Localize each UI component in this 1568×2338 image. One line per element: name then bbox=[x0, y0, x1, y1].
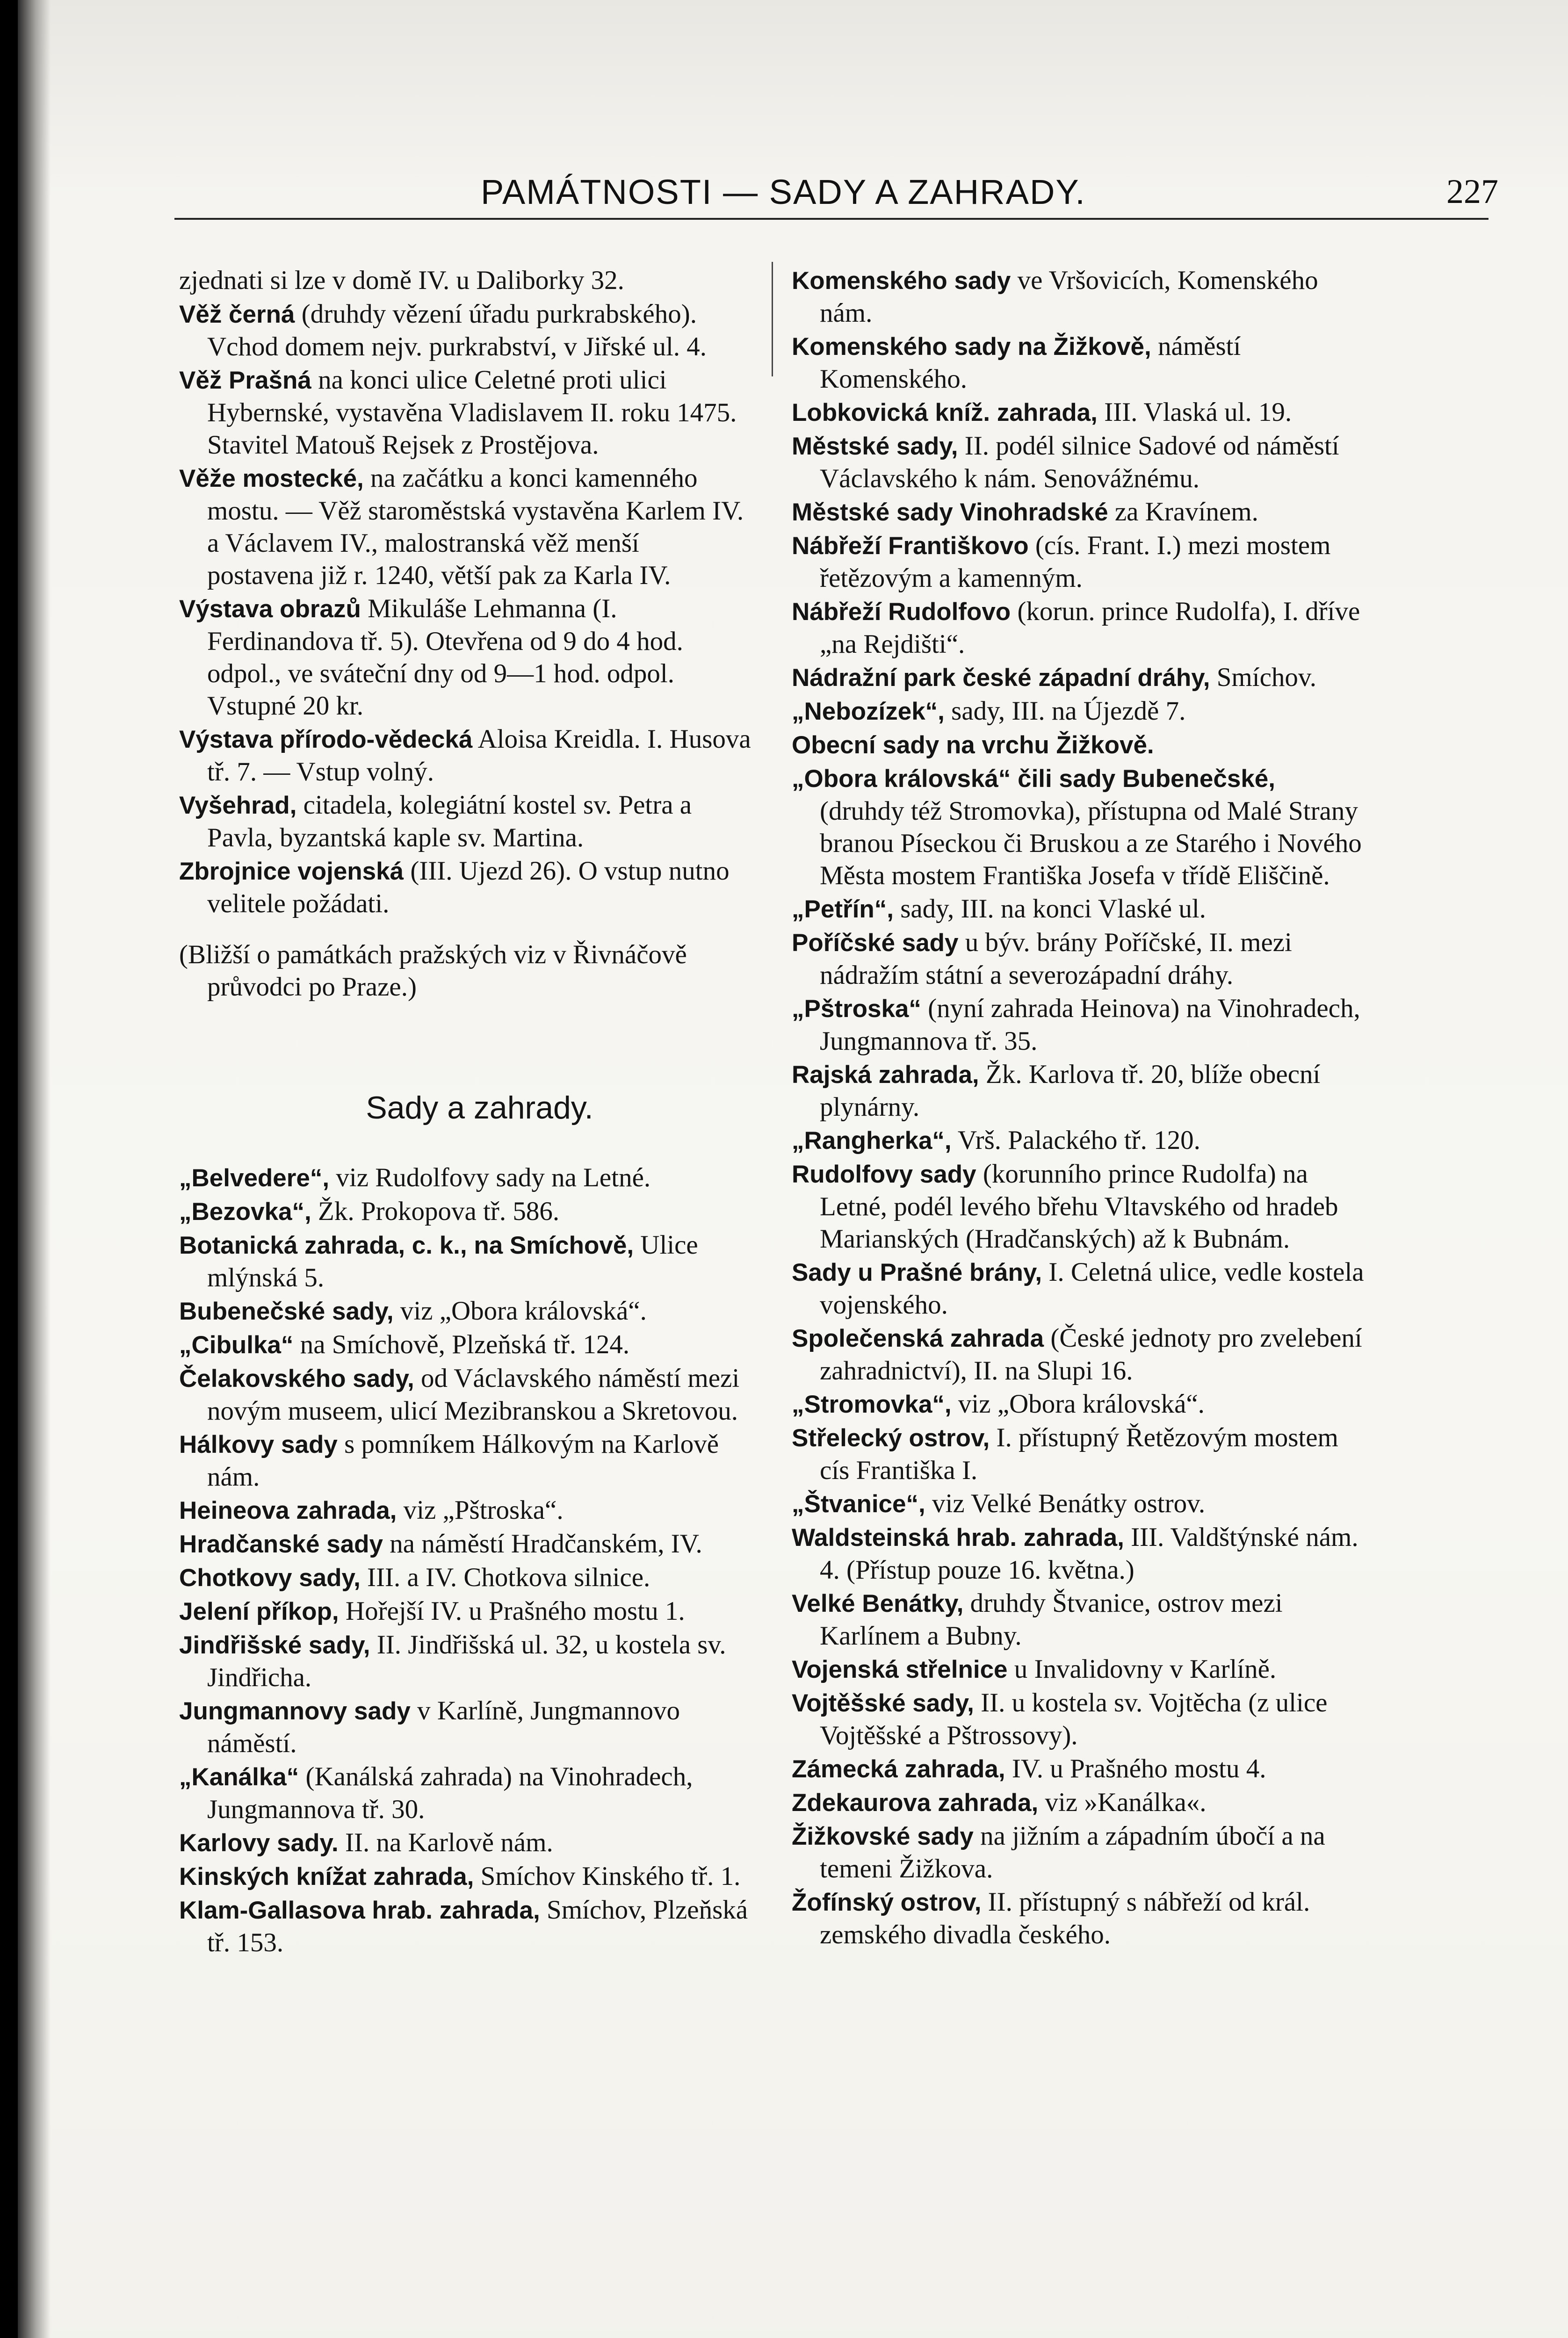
entry-title: Výstava přírodo-vědecká bbox=[179, 726, 473, 753]
index-entry bbox=[792, 661, 1365, 694]
entry-title: Velké Benátky, bbox=[792, 1590, 964, 1617]
entry-text: III. Vlaská ul. 19. bbox=[1097, 397, 1292, 427]
entry-text: u Invalidovny v Karlíně. bbox=[1007, 1654, 1277, 1684]
index-entry bbox=[792, 1158, 1365, 1255]
entry-title: Žofínský ostrov, bbox=[792, 1889, 982, 1916]
entry-text: IV. u Prašného mostu 4. bbox=[1005, 1754, 1266, 1783]
entry-title: Věž Prašná bbox=[179, 367, 311, 394]
index-entry bbox=[792, 1820, 1365, 1885]
index-entry bbox=[792, 1422, 1365, 1487]
entry-title: Lobkovická kníž. zahrada, bbox=[792, 399, 1098, 426]
page-edge-shadow bbox=[18, 0, 51, 2338]
entry-title: Bubenečské sady, bbox=[179, 1298, 394, 1325]
index-entry bbox=[792, 595, 1365, 660]
entry-text: viz „Obora královská“. bbox=[951, 1389, 1205, 1419]
index-entry bbox=[792, 1388, 1365, 1421]
entry-title: „Kanálka“ bbox=[179, 1763, 299, 1791]
entry-text: viz „Obora královská“. bbox=[393, 1296, 647, 1326]
index-entry bbox=[179, 855, 752, 920]
index-entry bbox=[792, 1786, 1365, 1819]
entry-text: (Kanálská zahrada) na Vinohradech, Jungmannova tř. 30. bbox=[207, 1762, 693, 1824]
index-entry bbox=[792, 1322, 1365, 1387]
index-entry bbox=[792, 1886, 1365, 1951]
index-entry bbox=[179, 1328, 752, 1361]
entry-title: Chotkovy sady, bbox=[179, 1564, 361, 1592]
entry-text: na jižním a západním úbočí a na temeni Žižkova. bbox=[820, 1821, 1325, 1883]
entry-text: Vrš. Palackého tř. 120. bbox=[951, 1126, 1200, 1155]
index-entry bbox=[179, 1629, 752, 1694]
entry-text: sady, III. na konci Vlaské ul. bbox=[893, 894, 1206, 924]
entry-title: „Belvedere“, bbox=[179, 1164, 330, 1192]
entry-title: Jelení příkop, bbox=[179, 1598, 339, 1625]
left-column bbox=[179, 264, 752, 1960]
index-entry bbox=[179, 789, 752, 854]
entry-title: Čelakovského sady, bbox=[179, 1365, 414, 1393]
entry-text: Žk. Prokopova tř. 586. bbox=[311, 1197, 560, 1226]
entry-title: „Stromovka“, bbox=[792, 1391, 952, 1418]
entry-text: ve Vršovicích, Komenského nám. bbox=[820, 266, 1318, 328]
index-entry bbox=[792, 1487, 1365, 1520]
entry-title: Komenského sady bbox=[792, 267, 1011, 295]
entry-text: viz Velké Benátky ostrov. bbox=[925, 1489, 1206, 1518]
index-entry bbox=[792, 926, 1365, 991]
entry-title: „Bezovka“, bbox=[179, 1198, 311, 1226]
gardens-entry-list bbox=[179, 1162, 752, 1959]
index-entry bbox=[792, 430, 1365, 495]
index-entry bbox=[179, 1761, 752, 1826]
entry-text: (korun. prince Rudolfa), I. dříve „na Rejdišti“. bbox=[820, 597, 1360, 659]
right-column bbox=[792, 264, 1365, 1952]
entry-text: od Václavského náměstí mezi novým museem, ulicí Mezibranskou a Skretovou. bbox=[207, 1364, 740, 1426]
entry-title: Komenského sady na Žižkově, bbox=[792, 333, 1151, 361]
entry-text: citadela, kolegiátní kostel sv. Petra a Pavla, byzantská kaple sv. Martina. bbox=[207, 790, 692, 852]
index-entry bbox=[179, 264, 752, 297]
entry-title: Zdekaurova zahrada, bbox=[792, 1789, 1039, 1817]
entry-title: Věž černá bbox=[179, 301, 295, 328]
index-entry bbox=[792, 762, 1365, 892]
entry-title: Zbrojnice vojenská bbox=[179, 858, 404, 885]
index-entry bbox=[179, 1860, 752, 1893]
index-entry bbox=[179, 1595, 752, 1628]
entry-title: „Petřín“, bbox=[792, 895, 894, 923]
index-entry bbox=[179, 1362, 752, 1427]
entry-text: na náměstí Hradčanském, IV. bbox=[383, 1529, 702, 1559]
entry-title: Jindřišské sady, bbox=[179, 1631, 370, 1659]
index-entry bbox=[792, 496, 1365, 528]
entry-text: (druhdy vězení úřadu purkrabského). Vchod domem nejv. purkrabství, v Jiřské ul. 4. bbox=[207, 299, 707, 361]
entry-text: I. Celetná ulice, vedle kostela vojenského. bbox=[820, 1257, 1364, 1320]
section-heading: Sady a zahrady. bbox=[366, 1090, 593, 1126]
entry-text: na Smíchově, Plzeňská tř. 124. bbox=[293, 1330, 630, 1359]
index-entry bbox=[179, 1295, 752, 1328]
index-entry bbox=[179, 1494, 752, 1527]
index-entry bbox=[179, 592, 752, 722]
entry-title: Vojenská střelnice bbox=[792, 1656, 1008, 1683]
page bbox=[18, 0, 1568, 2338]
index-entry bbox=[792, 1687, 1365, 1752]
index-entry bbox=[179, 1162, 752, 1194]
entry-title: „Pštroska“ bbox=[792, 995, 921, 1023]
entry-text: (nyní zahrada Heinova) na Vinohradech, Jungmannova tř. 35. bbox=[820, 994, 1360, 1056]
entry-title: Vyšehrad, bbox=[179, 792, 297, 819]
entry-text: u býv. brány Poříčské, II. mezi nádražím státní a severozápadní dráhy. bbox=[820, 928, 1292, 990]
entry-text: náměstí Komenského. bbox=[820, 332, 1241, 394]
entry-title: Jungmannovy sady bbox=[179, 1697, 411, 1725]
entry-title: Střelecký ostrov, bbox=[792, 1424, 990, 1452]
page-number: 227 bbox=[1446, 173, 1498, 211]
entry-text: sady, III. na Újezdě 7. bbox=[944, 696, 1186, 726]
entry-text: III. Valdštýnské nám. 4. (Přístup pouze 16. května.) bbox=[820, 1523, 1358, 1585]
index-entry bbox=[792, 1058, 1365, 1123]
entry-title: Heineova zahrada, bbox=[179, 1497, 397, 1524]
right-entry-list bbox=[792, 264, 1365, 1951]
header-rule bbox=[174, 218, 1489, 220]
index-entry bbox=[179, 1195, 752, 1228]
entry-text: na konci ulice Celetné proti ulici Hybernské, vystavěna Vladislavem II. roku 1475. Stavitel Matouš Rejsek z Prostějova. bbox=[207, 365, 737, 460]
entry-text: Smíchov, Plzeňská tř. 153. bbox=[207, 1895, 748, 1957]
index-entry bbox=[179, 1229, 752, 1294]
entry-text: II. Jindřišská ul. 32, u kostela sv. Jindřicha. bbox=[207, 1630, 726, 1692]
index-entry bbox=[792, 893, 1365, 925]
index-entry bbox=[792, 529, 1365, 594]
index-entry bbox=[179, 364, 752, 461]
entry-title: Společenská zahrada bbox=[792, 1325, 1044, 1352]
entry-title: Věže mostecké, bbox=[179, 465, 364, 492]
entry-title: Obecní sady na vrchu Žižkově. bbox=[792, 731, 1154, 759]
entry-title: „Rangherka“, bbox=[792, 1127, 952, 1155]
column-divider bbox=[772, 262, 773, 376]
entry-text: viz „Pštroska“. bbox=[397, 1495, 564, 1525]
entry-title: Waldsteinská hrab. zahrada, bbox=[792, 1524, 1124, 1551]
entry-text: (České jednoty pro zvelebení zahradnictví), II. na Slupi 16. bbox=[820, 1323, 1362, 1385]
entry-title: „Nebozízek“, bbox=[792, 698, 945, 725]
entry-title: Klam-Gallasova hrab. zahrada, bbox=[179, 1897, 540, 1924]
index-entry bbox=[792, 1753, 1365, 1785]
entry-title: Sady u Prašné brány, bbox=[792, 1259, 1042, 1286]
entry-text: (korunního prince Rudolfa) na Letné, podél levého břehu Vltavského od hradeb Marianských (Hradčanských) až k Bubnám. bbox=[820, 1159, 1338, 1254]
index-entry bbox=[792, 1124, 1365, 1157]
entry-text: (druhdy též Stromovka), přístupna od Malé Strany branou Píseckou či Bruskou a ze Starého i Nového Města mostem Františka Josefa v třídě Eliščině. bbox=[820, 796, 1362, 890]
index-entry bbox=[792, 1256, 1365, 1321]
entry-text: v Karlíně, Jungmannovo náměstí. bbox=[207, 1696, 680, 1758]
entry-text: s pomníkem Hálkovým na Karlově nám. bbox=[207, 1429, 719, 1492]
entry-text: Žk. Karlova tř. 20, blíže obecní plynárny. bbox=[820, 1060, 1321, 1122]
left-entry-list bbox=[179, 264, 752, 920]
index-entry bbox=[179, 1428, 752, 1493]
index-entry bbox=[179, 1695, 752, 1760]
index-entry bbox=[792, 396, 1365, 429]
entry-title: Hálkovy sady bbox=[179, 1431, 338, 1458]
entry-title: Nábřeží Františkovo bbox=[792, 532, 1029, 560]
entry-text: III. a IV. Chotkova silnice. bbox=[360, 1563, 650, 1592]
entry-text: II. na Karlově nám. bbox=[338, 1828, 553, 1857]
entry-text: Smíchov Kinského tř. 1. bbox=[474, 1862, 741, 1891]
index-entry bbox=[792, 1587, 1365, 1652]
entry-title: Nádražní park české západní dráhy, bbox=[792, 664, 1210, 692]
entry-title: Hradčanské sady bbox=[179, 1530, 383, 1558]
running-header: PAMÁTNOSTI — SADY A ZAHRADY. bbox=[481, 173, 1086, 211]
entry-text: Smíchov. bbox=[1210, 663, 1316, 692]
index-entry bbox=[179, 1561, 752, 1594]
entry-title: Rajská zahrada, bbox=[792, 1061, 979, 1089]
entry-text: (cís. Frant. I.) mezi mostem řetězovým a kamenným. bbox=[820, 531, 1331, 593]
index-entry bbox=[792, 729, 1365, 761]
entry-title: Výstava obrazů bbox=[179, 595, 361, 623]
reference-note: (Bližší o památkách pražských viz v Řivnáčově průvodci po Praze.) bbox=[179, 940, 687, 1002]
entry-text: viz Rudolfovy sady na Letné. bbox=[329, 1163, 651, 1192]
index-entry bbox=[179, 1826, 752, 1859]
entry-title: Poříčské sady bbox=[792, 929, 959, 957]
entry-text: I. přístupný Řetězovým mostem cís Františka I. bbox=[820, 1423, 1338, 1485]
index-entry bbox=[792, 695, 1365, 728]
entry-text: II. u kostela sv. Vojtěcha (z ulice Vojtěšské a Pštrossovy). bbox=[820, 1688, 1328, 1750]
index-entry bbox=[792, 1653, 1365, 1686]
index-entry bbox=[792, 1521, 1365, 1586]
entry-title: Nábřeží Rudolfovo bbox=[792, 598, 1011, 626]
entry-text: zjednati si lze v domě IV. u Daliborky 32. bbox=[179, 266, 624, 295]
entry-title: „Štvanice“, bbox=[792, 1490, 925, 1518]
index-entry bbox=[179, 1528, 752, 1560]
entry-title: Kinských knížat zahrada, bbox=[179, 1863, 474, 1891]
entry-text: Ulice mlýnská 5. bbox=[207, 1230, 698, 1292]
entry-title: Karlovy sady. bbox=[179, 1829, 339, 1857]
entry-text: za Kravínem. bbox=[1108, 497, 1258, 527]
entry-title: Rudolfovy sady bbox=[792, 1161, 976, 1188]
entry-text: Aloisa Kreidla. I. Husova tř. 7. — Vstup volný. bbox=[207, 724, 751, 787]
entry-title: „Obora královská“ čili sady Bubenečské, bbox=[792, 765, 1275, 793]
index-entry bbox=[792, 992, 1365, 1057]
entry-title: Městské sady Vinohradské bbox=[792, 498, 1108, 526]
entry-text: II. přístupný s nábřeží od král. zemského divadla českého. bbox=[820, 1887, 1310, 1949]
entry-title: Vojtěšské sady, bbox=[792, 1689, 974, 1717]
index-entry bbox=[179, 462, 752, 592]
entry-title: Zámecká zahrada, bbox=[792, 1755, 1005, 1783]
index-entry bbox=[792, 264, 1365, 329]
entry-text: Hořejší IV. u Prašného mostu 1. bbox=[339, 1596, 685, 1626]
entry-title: „Cibulka“ bbox=[179, 1331, 294, 1359]
entry-text: na začátku a konci kamenného mostu. — Věž staroměstská vystavěna Karlem IV. a Václavem IV., malostranská věž menší postavena již r. 1240, větší pak za Karla IV. bbox=[207, 463, 744, 590]
entry-text: Mikuláše Lehmanna (I. Ferdinandova tř. 5). Otevřena od 9 do 4 hod. odpol., ve sváteční dny od 9—1 hod. odpol. Vstupné 20 kr. bbox=[207, 594, 683, 721]
entry-text: druhdy Štvanice, ostrov mezi Karlínem a Bubny. bbox=[820, 1588, 1283, 1651]
index-entry bbox=[792, 330, 1365, 395]
index-entry bbox=[179, 298, 752, 363]
entry-text: II. podél silnice Sadové od náměstí Václavského k nám. Senovážnému. bbox=[820, 431, 1339, 493]
entry-text: viz »Kanálka«. bbox=[1038, 1788, 1207, 1817]
entry-title: Městské sady, bbox=[792, 433, 958, 460]
entry-title: Botanická zahrada, c. k., na Smíchově, bbox=[179, 1232, 634, 1259]
index-entry bbox=[179, 1894, 752, 1959]
entry-title: Žižkovské sady bbox=[792, 1823, 974, 1850]
index-entry bbox=[179, 723, 752, 788]
entry-text: (III. Ujezd 26). O vstup nutno velitele požádati. bbox=[207, 856, 730, 918]
